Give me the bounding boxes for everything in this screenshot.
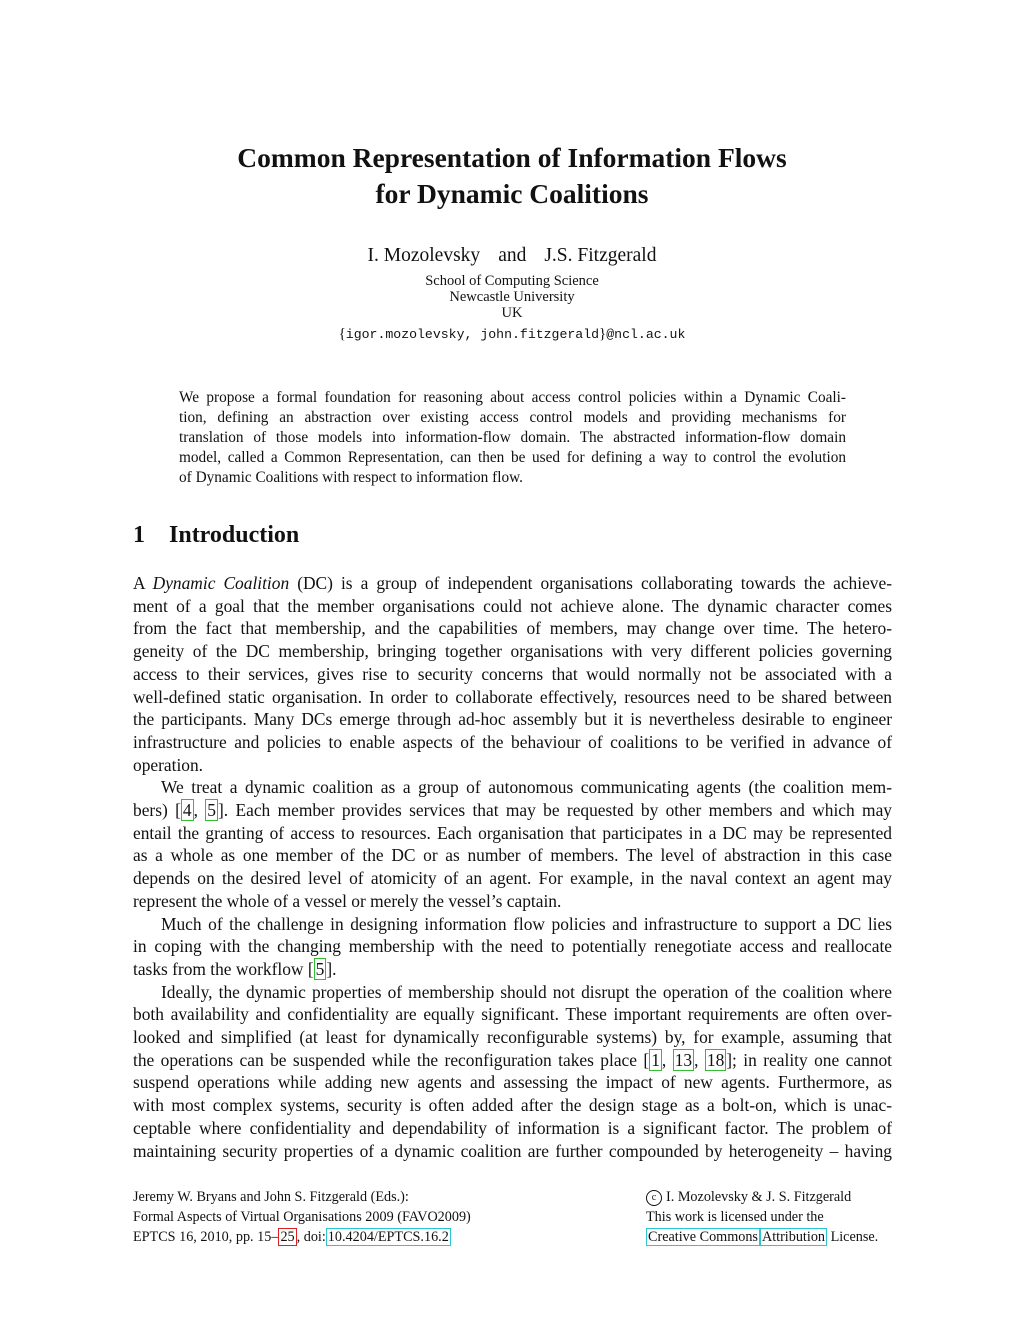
footer-line: Jeremy W. Bryans and John S. Fitzgerald (Eds.):	[133, 1189, 409, 1205]
footer-license	[646, 1187, 878, 1247]
body-line: suspend operations while adding new agents and assessing the impact of new agents. Furthermore, as	[133, 1072, 892, 1093]
body-line: ment of a goal that the member organisations could not achieve alone. The dynamic character comes	[133, 595, 892, 616]
text-run: I. Mozolevsky & J. S. Fitzgerald	[666, 1189, 852, 1205]
body-line	[133, 1049, 892, 1072]
body-line: Much of the challenge in designing information flow policies and infrastructure to support a DC lies	[161, 913, 892, 934]
text-run: , doi:	[296, 1229, 326, 1245]
body-line: infrastructure and policies to enable aspects of the behaviour of coalitions to be verified in advance of	[133, 731, 892, 752]
text-run: A	[133, 573, 153, 593]
footer-line	[646, 1187, 878, 1207]
body-line: ceptable where confidentiality and dependability of information is a significant factor. The problem of	[133, 1117, 892, 1138]
body-line	[133, 958, 892, 981]
body-text	[133, 572, 892, 1162]
body-line: geneity of the DC membership, bringing together organisations with very different policies governing	[133, 641, 892, 662]
text-run: bers) [	[133, 800, 181, 821]
abstract-line: We propose a formal foundation for reasoning about access control policies within a Dynamic Coali-	[179, 389, 846, 406]
body-line: represent the whole of a vessel or merely the vessel’s captain.	[133, 890, 562, 911]
text-run: ]. Each member provides services that may be requested by other members and which may	[218, 800, 892, 821]
citation-link[interactable]: 13	[674, 1049, 693, 1070]
body-line: looked and simplified (at least for dynamically reconfigurable systems) by, for example, assuming that	[133, 1027, 892, 1048]
body-line: with most complex systems, security is often added after the design stage as a bolt-on, which is unac-	[133, 1095, 892, 1116]
body-line: both availability and confidentiality are equally significant. These important requirements are often over-	[133, 1004, 892, 1025]
body-line: Ideally, the dynamic properties of membership should not disrupt the operation of the coalition where	[161, 981, 892, 1002]
brace-close: }	[599, 326, 607, 342]
text-run: ,	[193, 800, 206, 821]
body-line: access to their services, gives rise to security concerns that would normally not be associated with a	[133, 663, 892, 684]
text-run: ,	[694, 1049, 705, 1070]
footer-line: Formal Aspects of Virtual Organisations 2009 (FAVO2009)	[133, 1209, 471, 1225]
section-number: 1	[133, 522, 145, 548]
author-name: I. Mozolevsky	[367, 245, 481, 266]
title-line-2: for Dynamic Coalitions	[375, 178, 649, 209]
author-name: J.S. Fitzgerald	[544, 245, 657, 266]
affiliation	[0, 273, 1024, 321]
creative-commons-link[interactable]: Creative Commons	[648, 1229, 758, 1245]
page-link[interactable]: 25	[280, 1229, 295, 1245]
text-run: License.	[827, 1229, 879, 1245]
footer-line	[133, 1227, 471, 1247]
paper-title	[0, 140, 1024, 212]
abstract-line: of Dynamic Coalitions with respect to information flow.	[179, 469, 523, 486]
text-run: ,	[661, 1049, 673, 1070]
footer-line	[646, 1227, 878, 1247]
body-line: entail the granting of access to resources. Each organisation that participates in a DC may be represented	[133, 822, 892, 843]
citation-link[interactable]: 4	[182, 800, 192, 821]
footer-line: This work is licensed under the	[646, 1209, 824, 1225]
section-heading	[133, 522, 299, 549]
affiliation-line: UK	[501, 305, 523, 321]
body-line: operation.	[133, 754, 204, 775]
author-list	[0, 245, 1024, 267]
text-run: ]; in reality one cannot	[726, 1049, 892, 1070]
email-domain: @ncl.ac.uk	[606, 327, 686, 342]
title-line-1: Common Representation of Information Flows	[237, 142, 787, 173]
attribution-link[interactable]: Attribution	[761, 1229, 826, 1245]
affiliation-line: School of Computing Science	[425, 273, 599, 289]
citation-link[interactable]: 1	[651, 1049, 660, 1070]
abstract	[179, 388, 846, 488]
term-dynamic-coalition: Dynamic Coalition	[152, 573, 290, 593]
body-line: depends on the desired level of atomicity of an agent. For example, in the naval context an agent may	[133, 868, 892, 889]
body-line: from the fact that membership, and the capabilities of members, may change over time. The hetero-	[133, 618, 892, 639]
text-run: (DC) is a group of independent organisations collaborating towards the achieve-	[289, 573, 892, 593]
body-line: We treat a dynamic coalition as a group of autonomous communicating agents (the coalition mem-	[161, 777, 892, 798]
text-run: EPTCS 16, 2010, pp. 15–	[133, 1229, 279, 1245]
author-email[interactable]	[0, 326, 1024, 343]
body-line: maintaining security properties of a dynamic coalition are further compounded by heterogeneity – having	[133, 1140, 892, 1161]
author-conjunction: and	[498, 245, 527, 266]
abstract-line: translation of those models into information-flow domain. The abstracted information-flow domain	[179, 429, 846, 446]
copyright-icon: c	[646, 1190, 662, 1206]
text-run: tasks from the workflow [	[133, 958, 314, 979]
body-line: as a whole as one member of the DC or as number of members. The level of abstraction in this case	[133, 845, 892, 866]
body-line	[133, 572, 892, 595]
section-title: Introduction	[169, 522, 300, 548]
text-run: the operations can be suspended while the reconfiguration takes place [	[133, 1049, 650, 1070]
text-run: ].	[326, 958, 337, 979]
brace-open: {	[338, 326, 346, 342]
body-line: the participants. Many DCs emerge through ad-hoc assembly but it is nevertheless desirable to engineer	[133, 709, 892, 730]
email-users: igor.mozolevsky, john.fitzgerald	[345, 327, 600, 342]
abstract-line: tion, defining an abstraction over existing access control models and providing mechanisms for	[179, 409, 846, 426]
doi-link[interactable]: 10.4204/EPTCS.16.2	[327, 1229, 449, 1245]
body-line	[133, 799, 892, 822]
citation-link[interactable]: 5	[315, 958, 325, 979]
body-line: well-defined static organisation. In order to collaborate effectively, resources need to be shared between	[133, 686, 892, 707]
abstract-line: model, called a Common Representation, can then be used for defining a way to control the evolution	[179, 449, 846, 466]
affiliation-line: Newcastle University	[449, 289, 575, 305]
footer-proceedings	[133, 1187, 471, 1247]
body-line: in coping with the changing membership with the need to potentially renegotiate access and reallocate	[133, 936, 892, 957]
citation-link[interactable]: 18	[706, 1049, 725, 1070]
citation-link[interactable]: 5	[207, 800, 216, 821]
